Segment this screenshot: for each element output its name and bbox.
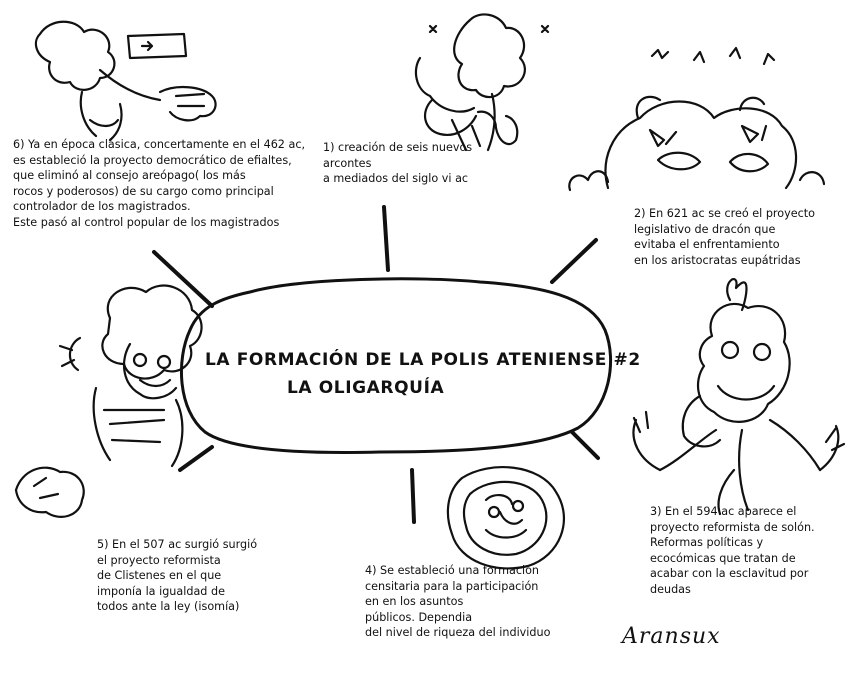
note-1 bbox=[323, 140, 472, 187]
note-2-line: legislativo de dracón que bbox=[634, 222, 776, 236]
note-6-line: Este pasó al control popular de los magistrados bbox=[13, 215, 280, 229]
note-6-line: rocos y poderosos) de su cargo como principal bbox=[13, 184, 274, 198]
note-4-line: censitaria para la participación bbox=[365, 579, 539, 593]
connector-5 bbox=[180, 447, 212, 470]
connector-3 bbox=[572, 432, 598, 458]
note-5-line: imponía la igualdad de bbox=[97, 584, 225, 598]
note-3-line: proyecto reformista de solón. bbox=[650, 520, 815, 534]
note-2-line: 2) En 621 ac se creó el proyecto bbox=[634, 207, 816, 220]
connector-6 bbox=[154, 252, 212, 306]
note-4 bbox=[365, 563, 550, 641]
central-title-line1: LA FORMACIÓN DE LA POLIS ATENIENSE #2 bbox=[205, 350, 641, 370]
note-3-line: deudas bbox=[650, 582, 691, 596]
note-4-line: del nivel de riqueza del individuo bbox=[365, 626, 551, 640]
note-3-line: 3) En el 594 ac aparece el bbox=[650, 505, 797, 518]
note-3-line: acabar con la esclavitud por bbox=[650, 567, 809, 581]
note-6-line: controlador de los magistrados. bbox=[13, 200, 191, 214]
note-5-line: todos ante la ley (isomía) bbox=[97, 600, 240, 614]
note-3-line: Reformas políticas y bbox=[650, 536, 764, 550]
note-6-line: que eliminó al consejo areópago( los más bbox=[13, 169, 246, 183]
note-5-line: de Clistenes en el que bbox=[97, 569, 222, 583]
note-1-line: a mediados del siglo vi ac bbox=[323, 172, 469, 186]
doodle-pointing-figure bbox=[36, 22, 216, 140]
note-5-line: el proyecto reformista bbox=[97, 553, 221, 567]
connector-2 bbox=[552, 240, 596, 282]
doodle-angry-faces bbox=[569, 48, 824, 190]
note-1-line: arcontes bbox=[323, 156, 372, 170]
note-2-line: evitaba el enfrentamiento bbox=[634, 238, 780, 252]
connector-4 bbox=[412, 470, 414, 522]
note-6-line: es estableció la proyecto democrático de efialtes, bbox=[13, 153, 292, 167]
doodle-clistenes-figure bbox=[16, 286, 202, 517]
note-4-line: públicos. Dependia bbox=[365, 610, 473, 624]
artist-signature: Aransux bbox=[622, 624, 721, 649]
doodle-solon-figure bbox=[633, 279, 844, 514]
central-title-line2: LA OLIGARQUÍA bbox=[287, 378, 445, 398]
note-6-line: 6) Ya en época clásica, concertamente en el 462 ac, bbox=[13, 138, 306, 151]
note-4-line: en en los asuntos bbox=[365, 595, 464, 609]
note-2 bbox=[634, 206, 815, 268]
doodle-round-face bbox=[448, 467, 564, 568]
note-4-line: 4) Se estableció una formación bbox=[365, 564, 540, 577]
note-2-line: en los aristocratas eupátridas bbox=[634, 253, 801, 267]
note-3 bbox=[650, 504, 815, 598]
note-6 bbox=[13, 137, 305, 231]
doodle-figure-1 bbox=[416, 14, 548, 150]
connector-1 bbox=[384, 207, 388, 270]
note-3-line: ecocómicas que tratan de bbox=[650, 551, 796, 565]
note-5 bbox=[97, 537, 257, 615]
note-1-line: 1) creación de seis nuevos bbox=[323, 141, 473, 154]
note-5-line: 5) En el 507 ac surgió surgió bbox=[97, 538, 258, 551]
